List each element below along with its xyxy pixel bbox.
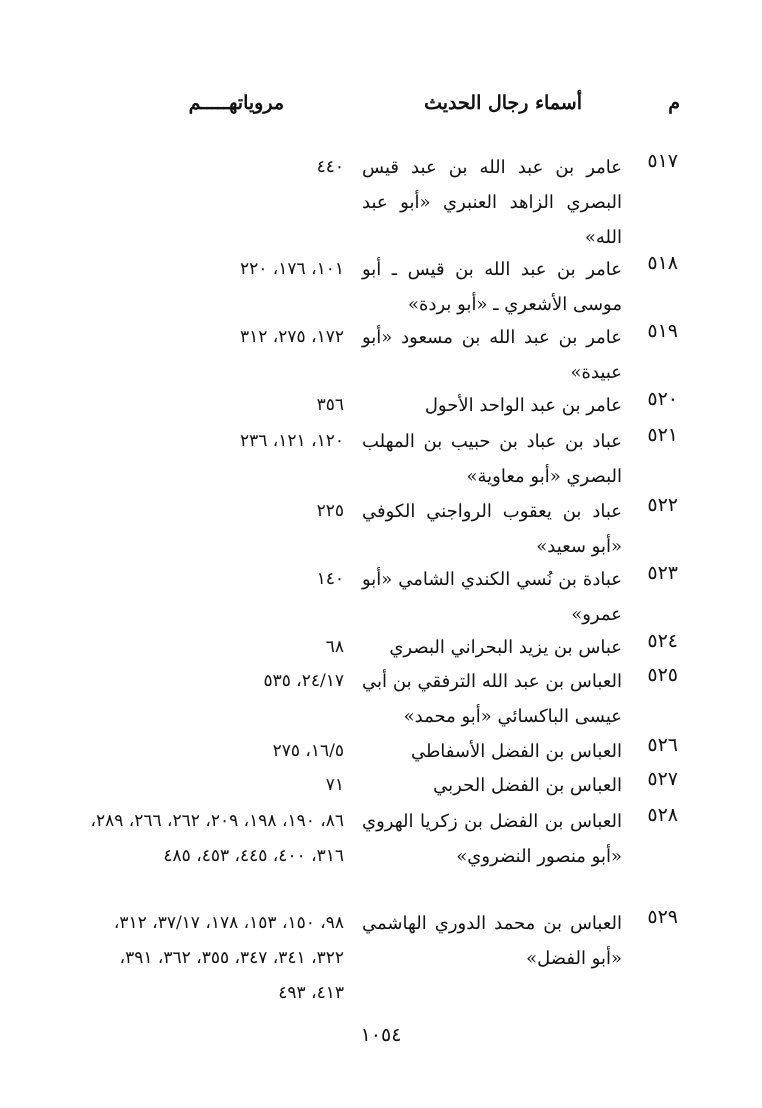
narrator-name: عباس بن يزيد البحراني البصري — [389, 637, 622, 658]
narrator-name: العباس بن الفضل الأسفاطي — [410, 741, 622, 762]
narration-refs: ١٠١، ١٧٦، ٢٢٠ — [240, 259, 344, 279]
entry-number: ٥٢٨ — [647, 804, 678, 826]
entry-number: ٥٢٠ — [647, 388, 678, 410]
narration-refs: ٣٥٦ — [316, 395, 344, 415]
column-header-names: أسماء رجال الحديث — [424, 92, 582, 114]
entry-number: ٥١٩ — [647, 320, 678, 342]
narration-refs: ٢٢٥ — [316, 501, 344, 521]
narration-refs: ٦٨ — [325, 637, 344, 657]
narrator-name: عامر بن عبد الله بن قيس ـ أبو موسى الأشعري ـ «أبو بردة» — [362, 259, 622, 315]
narration-refs: ١٤٠ — [316, 569, 344, 589]
narrator-name: عبادة بن نُسي الكندي الشامي «أبو عمرو» — [362, 569, 622, 625]
narration-refs: ٩٨، ١٥٠، ١٥٣، ١٧٨، ٣٧/١٧، ٣١٢، ٣٢٢، ٣٤١، ٣٤٧، ٣٥٥، ٣٦٢، ٣٩١، ٤١٣، ٤٩٣ — [113, 913, 344, 1003]
column-header-number: م — [668, 92, 680, 114]
narration-refs: ١٦/٥، ٢٧٥ — [272, 741, 344, 761]
page-number: ١٠٥٤ — [360, 1024, 402, 1046]
narration-refs: ١٧٢، ٢٧٥، ٣١٢ — [240, 327, 344, 347]
narration-refs: ١٢٠، ١٢١، ٢٣٦ — [240, 431, 344, 451]
narrator-name: العباس بن محمد الدوري الهاشمي «أبو الفضل» — [362, 913, 622, 969]
narrator-name: العباس بن الفضل بن زكريا الهروي «أبو منصور النضروي» — [362, 811, 622, 867]
entry-number: ٥٢١ — [647, 424, 678, 446]
narrator-name: العباس بن الفضل الحربي — [433, 775, 622, 796]
column-header-narrations: مروياتهـــــم — [188, 92, 284, 114]
narrator-name: عباد بن عباد بن حبيب بن المهلب البصري «أبو معاوية» — [362, 431, 622, 487]
narrator-name: العباس بن عبد الله الترفقي بن أبي عيسى الباكسائي «أبو محمد» — [362, 671, 622, 727]
narrator-name: عامر بن عبد الواحد الأحول — [424, 395, 622, 416]
entry-number: ٥٢٢ — [647, 494, 678, 516]
entry-number: ٥١٨ — [647, 252, 678, 274]
narration-refs: ٢٤/١٧، ٥٣٥ — [263, 671, 344, 691]
narrator-name: عباد بن يعقوب الرواجني الكوفي «أبو سعيد» — [362, 501, 622, 557]
entry-number: ٥٢٩ — [647, 906, 678, 928]
entry-number: ٥٢٤ — [647, 630, 678, 652]
entry-number: ٥٢٦ — [647, 734, 678, 756]
narration-refs: ٧١ — [325, 775, 344, 795]
narration-refs: ٨٦، ١٩٠، ١٩٨، ٢٠٩، ٢٦٢، ٢٦٦، ٢٨٩، ٣١٦، ٤٠٠، ٤٤٥، ٤٥٣، ٤٨٥ — [90, 811, 344, 866]
entry-number: ٥٢٧ — [647, 768, 678, 790]
narration-refs: ٤٤٠ — [316, 157, 344, 177]
narrator-name: عامر بن عبد الله بن عبد قيس البصري الزاهد العنبري «أبو عبد الله» — [362, 157, 622, 248]
entry-number: ٥٢٥ — [647, 664, 678, 686]
narrator-name: عامر بن عبد الله بن مسعود «أبو عبيدة» — [362, 327, 622, 383]
entry-number: ٥١٧ — [647, 150, 678, 172]
entry-number: ٥٢٣ — [647, 562, 678, 584]
